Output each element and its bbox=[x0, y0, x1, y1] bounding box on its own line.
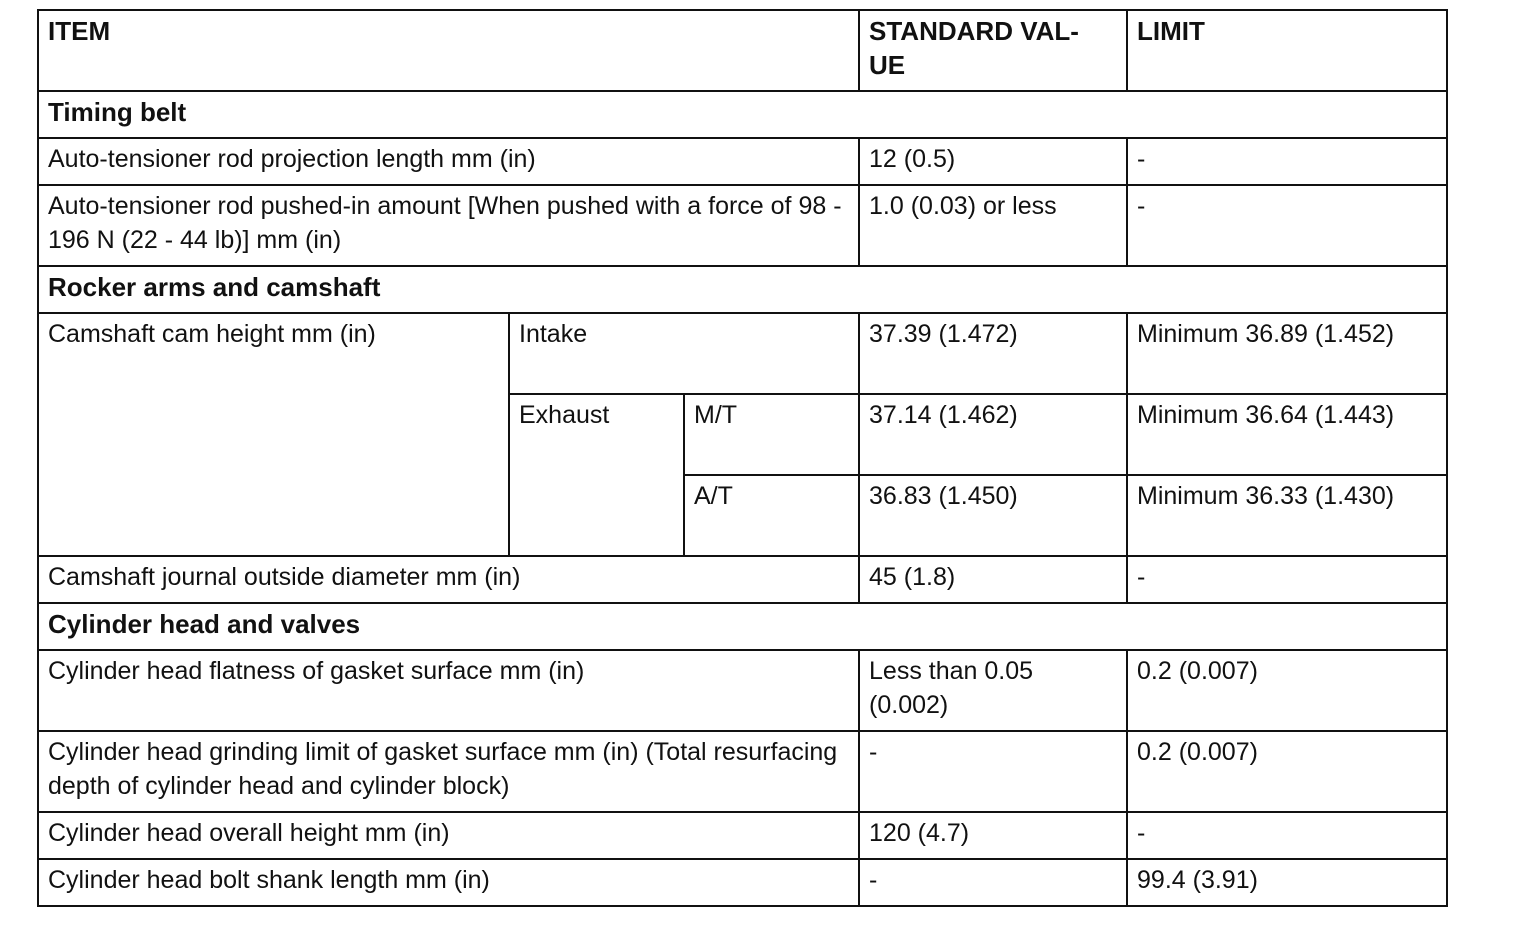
limit-cell: - bbox=[1127, 812, 1447, 859]
limit-cell: Minimum 36.33 (1.430) bbox=[1127, 475, 1447, 556]
table-row bbox=[38, 812, 1447, 859]
limit-cell: Minimum 36.89 (1.452) bbox=[1127, 313, 1447, 394]
item-cell: Cylinder head overall height mm (in) bbox=[38, 812, 859, 859]
standard-value-cell: 37.14 (1.462) bbox=[859, 394, 1127, 475]
limit-cell: 0.2 (0.007) bbox=[1127, 731, 1447, 812]
section-row-timing-belt bbox=[38, 91, 1447, 138]
item-cell: Auto-tensioner rod projection length mm (in) bbox=[38, 138, 859, 185]
item-cell: Cylinder head flatness of gasket surface mm (in) bbox=[38, 650, 859, 731]
standard-value-cell: Less than 0.05 (0.002) bbox=[859, 650, 1127, 731]
variant-cell-mt: M/T bbox=[684, 394, 859, 475]
table-row bbox=[38, 556, 1447, 603]
section-title-timing-belt: Timing belt bbox=[38, 91, 1447, 138]
standard-value-cell: 120 (4.7) bbox=[859, 812, 1127, 859]
sub-item-cell-intake: Intake bbox=[509, 313, 859, 394]
table-row bbox=[38, 185, 1447, 266]
standard-value-cell: 1.0 (0.03) or less bbox=[859, 185, 1127, 266]
section-row-rocker-arms bbox=[38, 266, 1447, 313]
standard-value-cell: - bbox=[859, 859, 1127, 906]
limit-cell: Minimum 36.64 (1.443) bbox=[1127, 394, 1447, 475]
header-row bbox=[38, 10, 1447, 91]
standard-value-cell: - bbox=[859, 731, 1127, 812]
specification-table bbox=[37, 9, 1448, 907]
table-row bbox=[38, 731, 1447, 812]
standard-value-cell: 12 (0.5) bbox=[859, 138, 1127, 185]
limit-cell: - bbox=[1127, 556, 1447, 603]
header-standard-value: STANDARD VAL- UE bbox=[859, 10, 1127, 91]
header-item: ITEM bbox=[38, 10, 859, 91]
section-title-rocker-arms: Rocker arms and camshaft bbox=[38, 266, 1447, 313]
sub-item-cell-exhaust: Exhaust bbox=[509, 394, 684, 556]
standard-value-cell: 45 (1.8) bbox=[859, 556, 1127, 603]
header-limit: LIMIT bbox=[1127, 10, 1447, 91]
limit-cell: - bbox=[1127, 138, 1447, 185]
table-row bbox=[38, 859, 1447, 906]
section-row-cylinder-head bbox=[38, 603, 1447, 650]
standard-value-cell: 37.39 (1.472) bbox=[859, 313, 1127, 394]
item-cell: Camshaft cam height mm (in) bbox=[38, 313, 509, 556]
table-row bbox=[38, 650, 1447, 731]
section-title-cylinder-head: Cylinder head and valves bbox=[38, 603, 1447, 650]
limit-cell: - bbox=[1127, 185, 1447, 266]
item-cell: Auto-tensioner rod pushed-in amount [When pushed with a force of 98 - 196 N (22 - 44 lb)] mm (in) bbox=[38, 185, 859, 266]
table-row bbox=[38, 138, 1447, 185]
variant-cell-at: A/T bbox=[684, 475, 859, 556]
limit-cell: 99.4 (3.91) bbox=[1127, 859, 1447, 906]
item-cell: Cylinder head bolt shank length mm (in) bbox=[38, 859, 859, 906]
standard-value-cell: 36.83 (1.450) bbox=[859, 475, 1127, 556]
item-cell: Camshaft journal outside diameter mm (in) bbox=[38, 556, 859, 603]
limit-cell: 0.2 (0.007) bbox=[1127, 650, 1447, 731]
table-row bbox=[38, 313, 1447, 394]
item-cell: Cylinder head grinding limit of gasket surface mm (in) (Total resurfacing depth of cylinder head and cylinder block) bbox=[38, 731, 859, 812]
